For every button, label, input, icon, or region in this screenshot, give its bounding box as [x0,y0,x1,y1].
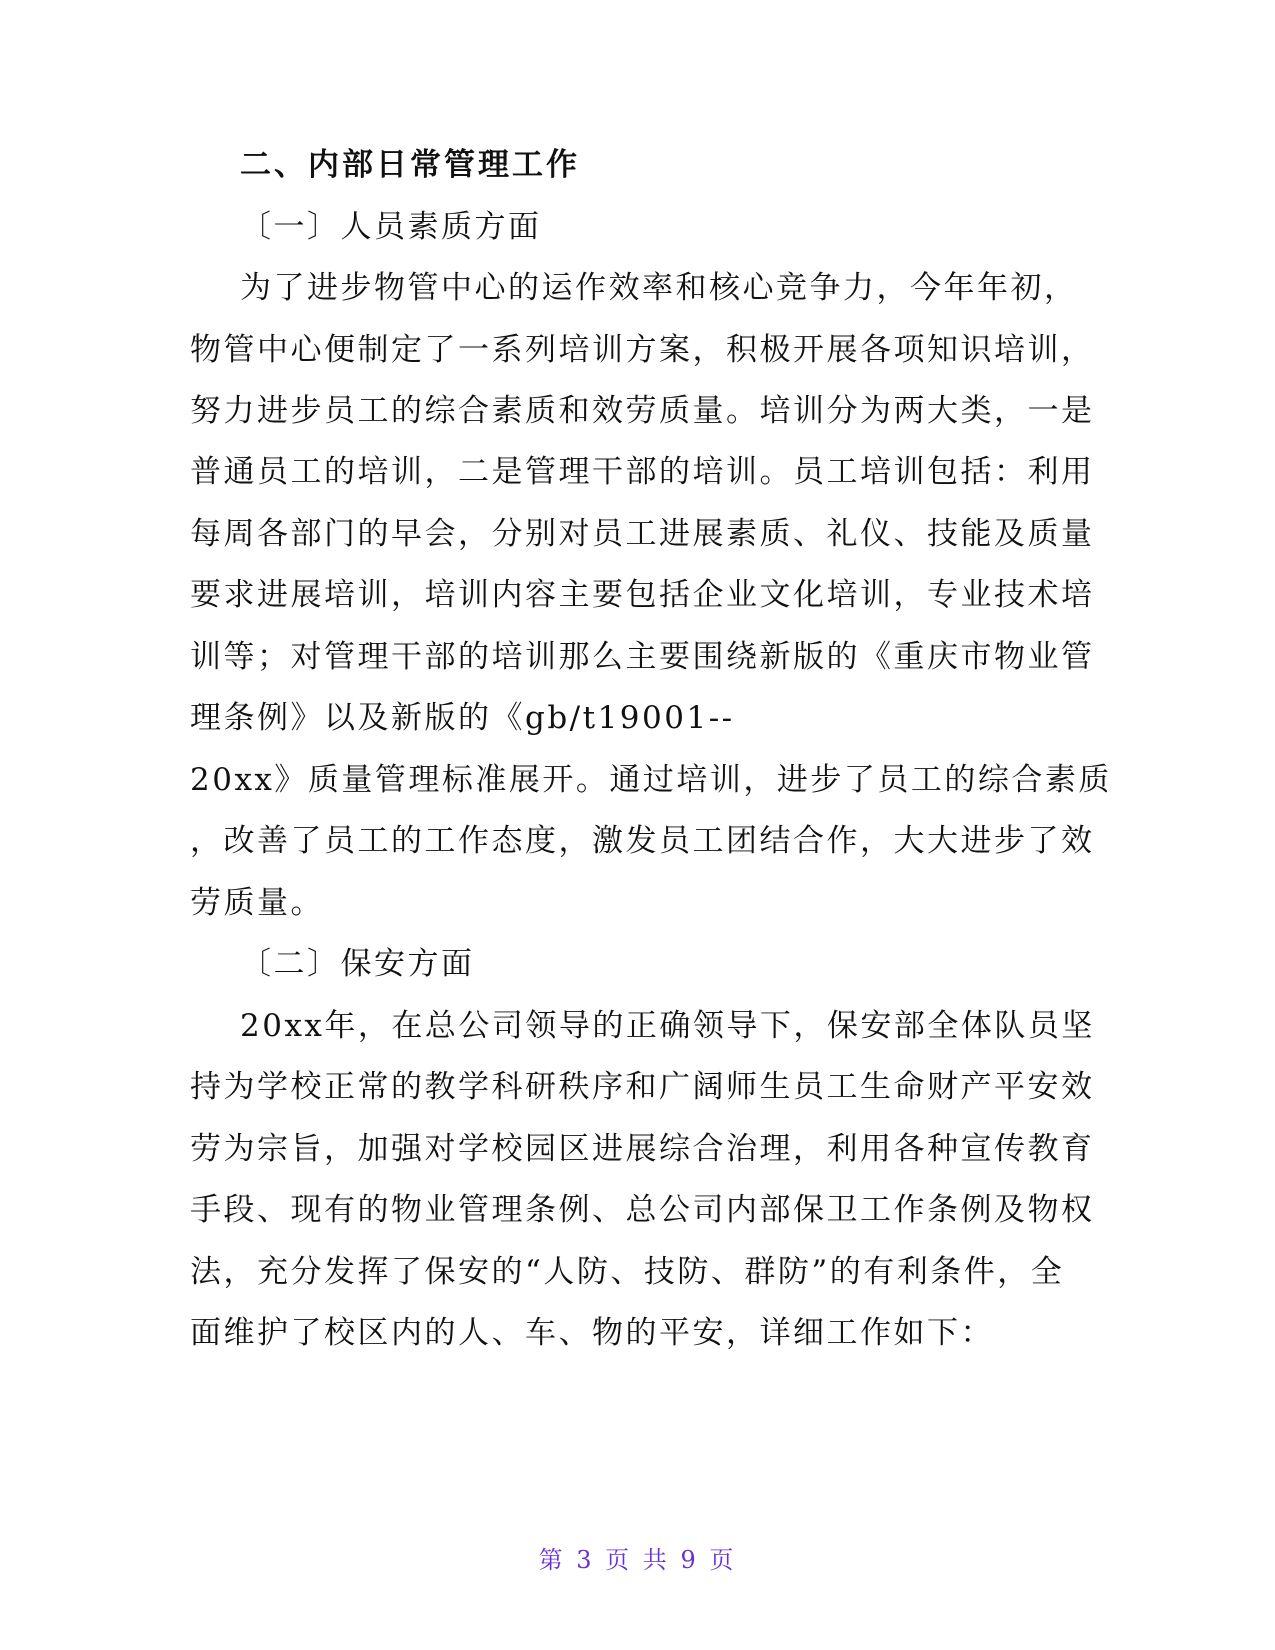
paragraph-1-line: 理条例》以及新版的《gb/t19001-- [190,700,735,736]
paragraph-1-line: ，改善了员工的工作态度，激发员工团结合作，大大进步了效 [190,823,1095,859]
paragraph-2-line: 手段、现有的物业管理条例、总公司内部保卫工作条例及物权 [190,1192,1095,1228]
paragraph-2-line: 法，充分发挥了保安的“人防、技防、群防”的有利条件，全 [190,1254,1065,1290]
paragraph-1-line: 努力进步员工的综合素质和效劳质量。培训分为两大类，一是 [190,393,1095,429]
paragraph-2-line: 持为学校正常的教学科研秩序和广阔师生员工生命财产平安效 [190,1069,1095,1105]
paragraph-1-line: 要求进展培训，培训内容主要包括企业文化培训，专业技术培 [190,577,1095,613]
paragraph-2-line: 劳为宗旨，加强对学校园区进展综合治理，利用各种宣传教育 [190,1131,1095,1167]
paragraph-2-line: 20xx年，在总公司领导的正确领导下，保安部全体队员坚 [240,1008,1095,1044]
paragraph-1-line: 每周各部门的早会，分别对员工进展素质、礼仪、技能及质量 [190,516,1095,552]
subsection-heading-2: 〔二〕保安方面 [240,946,475,982]
section-heading: 二、内部日常管理工作 [240,147,580,183]
paragraph-2-line: 面维护了校区内的人、车、物的平安，详细工作如下： [190,1315,994,1351]
page-number-footer: 第 3 页 共 9 页 [538,1546,737,1574]
subsection-heading-1: 〔一〕人员素质方面 [240,209,542,245]
paragraph-1-line: 普通员工的培训，二是管理干部的培训。员工培训包括：利用 [190,454,1095,490]
paragraph-1-line: 物管中心便制定了一系列培训方案，积极开展各项知识培训， [190,332,1095,368]
paragraph-1-line: 20xx》质量管理标准展开。通过培训，进步了员工的综合素质 [190,762,1112,798]
paragraph-1-line: 为了进步物管中心的运作效率和核心竞争力，今年年初， [240,270,1078,306]
paragraph-1-line: 劳质量。 [190,885,324,921]
paragraph-1-line: 训等；对管理干部的培训那么主要围绕新版的《重庆市物业管 [190,639,1095,675]
